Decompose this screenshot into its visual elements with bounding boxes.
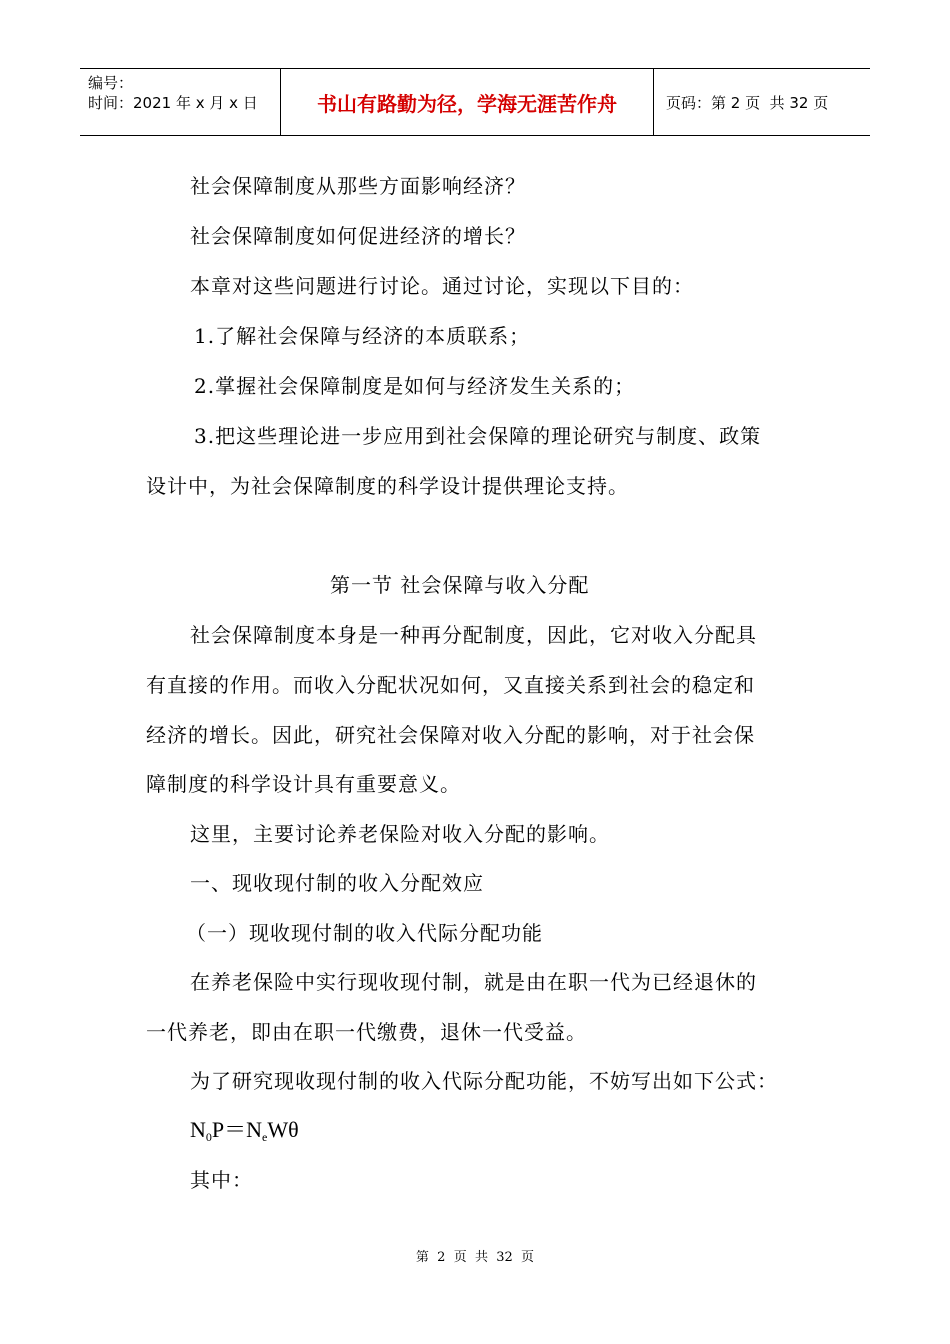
time-label: 时间：2021 年 x 月 x 日	[88, 94, 258, 112]
intro-paragraph: 本章对这些问题进行讨论。通过讨论，实现以下目的：	[190, 274, 694, 298]
paragraph-1-line-2: 有直接的作用。而收入分配状况如何，又直接关系到社会的稳定和	[146, 673, 755, 697]
number-label: 编号：	[88, 74, 134, 92]
page-info-text: 页码：第 2 页 共 32 页	[666, 93, 829, 112]
paragraph-3-line-1: 在养老保险中实行现收现付制，就是由在职一代为已经退休的	[190, 970, 757, 994]
page-footer: 第 2 页 共 32 页	[415, 1250, 535, 1265]
goal-2: 2.掌握社会保障制度是如何与经济发生关系的；	[194, 374, 636, 398]
paragraph-1-line-3: 经济的增长。因此，研究社会保障对收入分配的影响，对于社会保	[146, 723, 755, 747]
header-meta	[80, 69, 280, 135]
goal-3-cont: 设计中，为社会保障制度的科学设计提供理论支持。	[146, 474, 629, 498]
formula-sub-e: e	[262, 1130, 268, 1144]
paragraph-4: 为了研究现收现付制的收入代际分配功能，不妨写出如下公式：	[190, 1069, 778, 1093]
header-page-info	[654, 69, 870, 135]
goal-1: 1.了解社会保障与经济的本质联系；	[194, 324, 531, 348]
formula-sub-0: 0	[205, 1130, 212, 1144]
section-heading: 第一节 社会保障与收入分配	[330, 573, 590, 597]
paragraph-2: 这里，主要讨论养老保险对收入分配的影响。	[190, 822, 610, 846]
paragraph-1-line-4: 障制度的科学设计具有重要意义。	[146, 772, 461, 796]
subheading-1-1: （一）现收现付制的收入代际分配功能	[186, 921, 543, 945]
goal-3: 3.把这些理论进一步应用到社会保障的理论研究与制度、政策	[194, 424, 762, 448]
question-2: 社会保障制度如何促进经济的增长？	[190, 224, 526, 248]
paragraph-3-line-2: 一代养老，即由在职一代缴费，退休一代受益。	[146, 1020, 587, 1044]
paragraph-1-line-1: 社会保障制度本身是一种再分配制度，因此，它对收入分配具	[190, 623, 757, 647]
formula	[190, 1117, 299, 1150]
header-motto: 书山有路勤为径，学海无涯苦作舟	[280, 69, 654, 135]
subheading-1: 一、现收现付制的收入分配效应	[190, 871, 484, 895]
formula-n: N	[190, 1117, 206, 1142]
formula-rest: Wθ	[267, 1117, 299, 1142]
question-1: 社会保障制度从那些方面影响经济？	[190, 174, 526, 198]
where-label: 其中：	[190, 1168, 253, 1192]
page-header	[80, 68, 870, 136]
formula-p: P＝N	[211, 1117, 263, 1142]
